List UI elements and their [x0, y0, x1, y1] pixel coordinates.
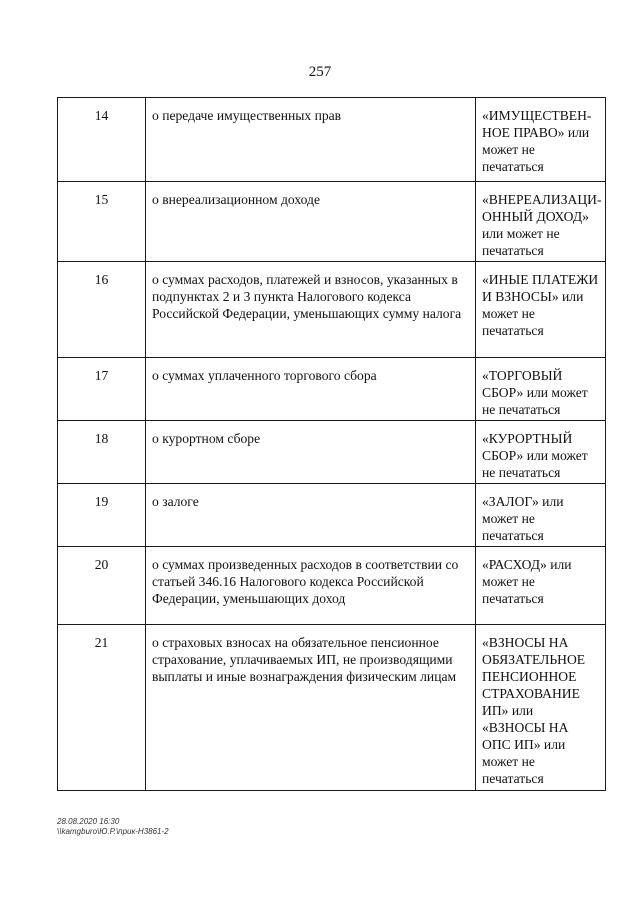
row-value: «ВНЕРЕАЛИЗАЦИ-ОННЫЙ ДОХОД» или может не печататься — [476, 182, 606, 262]
row-description: о суммах произведенных расходов в соответствии со статьей 346.16 Налогового кодекса Российской Федерации, уменьшающих доход — [146, 547, 476, 625]
row-value: «ЗАЛОГ» или может не печататься — [476, 484, 606, 547]
row-number: 20 — [58, 547, 146, 625]
requisites-table — [57, 97, 606, 791]
row-description: о суммах уплаченного торгового сбора — [146, 358, 476, 421]
document-footer — [57, 817, 169, 837]
row-value: «РАСХОД» или может не печататься — [476, 547, 606, 625]
row-number: 16 — [58, 262, 146, 358]
row-description: о залоге — [146, 484, 476, 547]
table-row — [58, 358, 606, 421]
row-number: 17 — [58, 358, 146, 421]
row-value: «ТОРГОВЫЙ СБОР» или может не печататься — [476, 358, 606, 421]
row-number: 18 — [58, 421, 146, 484]
row-description: о страховых взносах на обязательное пенсионное страхование, уплачиваемых ИП, не производящими выплаты и иные вознаграждения физическим лицам — [146, 625, 476, 791]
footer-file-path: \\kamgburo\Ю.Р.\прик-Н3861-2 — [57, 827, 169, 836]
page-number: 257 — [308, 64, 332, 80]
row-description: о курортном сборе — [146, 421, 476, 484]
row-number: 14 — [58, 98, 146, 182]
row-description: о передаче имущественных прав — [146, 98, 476, 182]
row-number: 19 — [58, 484, 146, 547]
table-row — [58, 484, 606, 547]
table-row — [58, 98, 606, 182]
row-number: 21 — [58, 625, 146, 791]
table-row — [58, 547, 606, 625]
table-row — [58, 421, 606, 484]
table-row — [58, 182, 606, 262]
row-description: о суммах расходов, платежей и взносов, указанных в подпунктах 2 и 3 пункта Налогового кодекса Российской Федерации, уменьшающих сумму налога — [146, 262, 476, 358]
row-value: «ИНЫЕ ПЛАТЕЖИ И ВЗНОСЫ» или может не печататься — [476, 262, 606, 358]
footer-timestamp: 28.08.2020 16:30 — [57, 817, 120, 826]
row-value: «КУРОРТНЫЙ СБОР» или может не печататься — [476, 421, 606, 484]
row-value: «ИМУЩЕСТВЕН-НОЕ ПРАВО» или может не печататься — [476, 98, 606, 182]
row-description: о внереализационном доходе — [146, 182, 476, 262]
table-row — [58, 625, 606, 791]
table-row — [58, 262, 606, 358]
row-value: «ВЗНОСЫ НА ОБЯЗАТЕЛЬНОЕ ПЕНСИОННОЕ СТРАХОВАНИЕ ИП» или «ВЗНОСЫ НА ОПС ИП» или может не печататься — [476, 625, 606, 791]
row-number: 15 — [58, 182, 146, 262]
